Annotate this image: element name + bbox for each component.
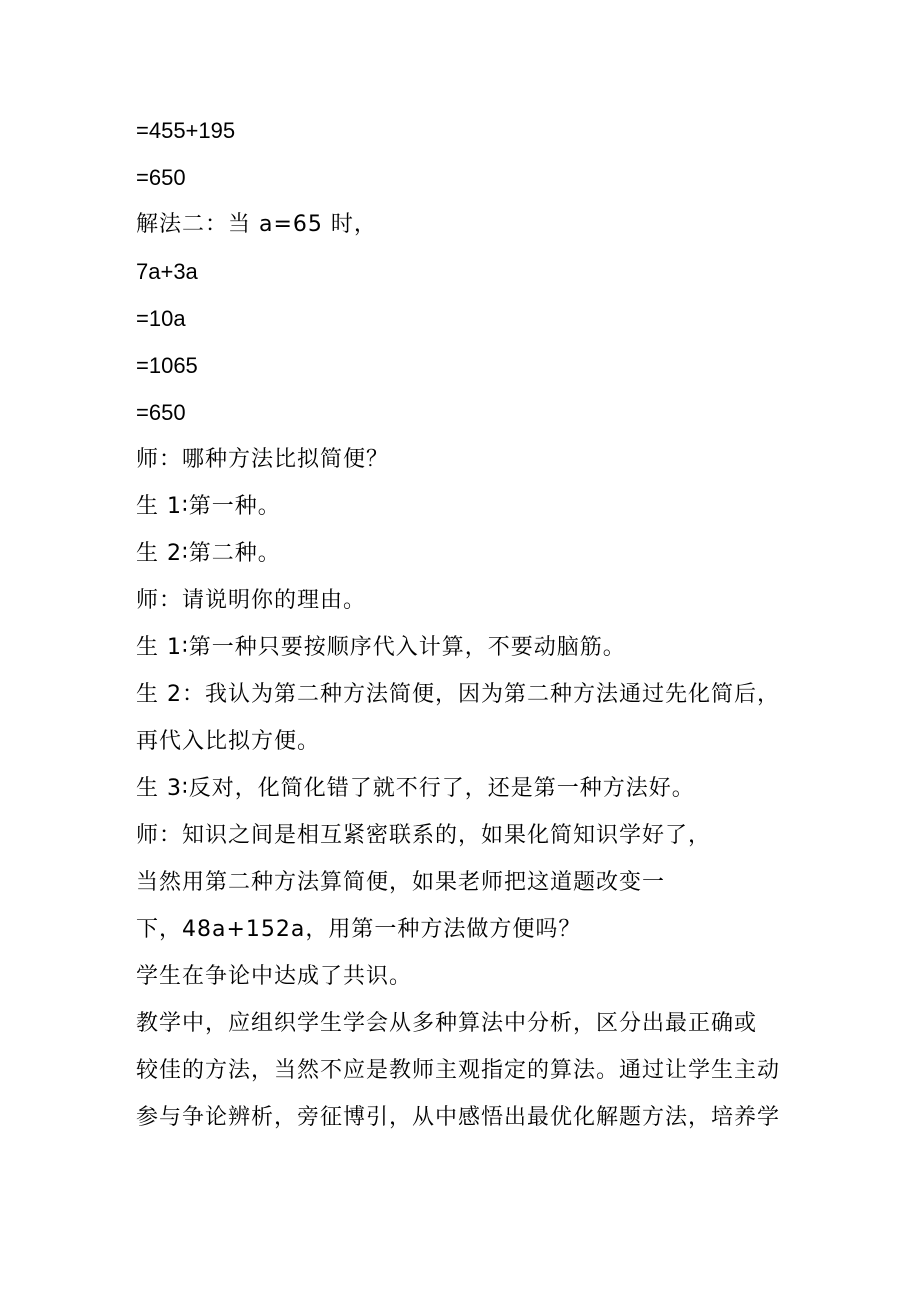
teacher-question: 师：请说明你的理由。 [136,588,367,613]
equation-line: =650 [136,165,186,190]
document-body [136,107,796,1141]
student-reply-continued: 再代入比拟方便。 [136,729,321,754]
student-reply: 生 1∶第一种只要按顺序代入计算，不要动脑筋。 [136,635,626,660]
equation-line: =650 [136,400,186,425]
paragraph-line: 教学中，应组织学生学会从多种算法中分析，区分出最正确或 [136,1011,758,1036]
teacher-remark-continued: 下，48a+152a，用第一种方法做方便吗？ [136,917,582,942]
paragraph-line: 参与争论辨析，旁征博引，从中感悟出最优化解题方法，培养学 [136,1105,781,1130]
student-reply: 生 3∶反对，化简化错了就不行了，还是第一种方法好。 [136,776,695,801]
equation-line: =10a [136,306,186,331]
student-reply: 生 2：我认为第二种方法简便，因为第二种方法通过先化简后， [136,682,780,707]
equation-line: 7a+3a [136,259,198,284]
student-reply: 生 1∶第一种。 [136,494,281,519]
equation-line: =1065 [136,353,198,378]
teacher-remark-continued: 当然用第二种方法算简便，如果老师把这道题改变一 [136,870,666,895]
teacher-question: 师：哪种方法比拟简便？ [136,447,390,472]
summary-line: 学生在争论中达成了共识。 [136,964,413,989]
paragraph-line: 较佳的方法，当然不应是教师主观指定的算法。通过让学生主动 [136,1058,781,1083]
teacher-remark: 师：知识之间是相互紧密联系的，如果化简知识学好了， [136,823,712,848]
equation-line: =455+195 [136,118,236,143]
solution-two-heading: 解法二：当 a=65 时， [136,212,377,237]
student-reply: 生 2∶第二种。 [136,541,281,566]
